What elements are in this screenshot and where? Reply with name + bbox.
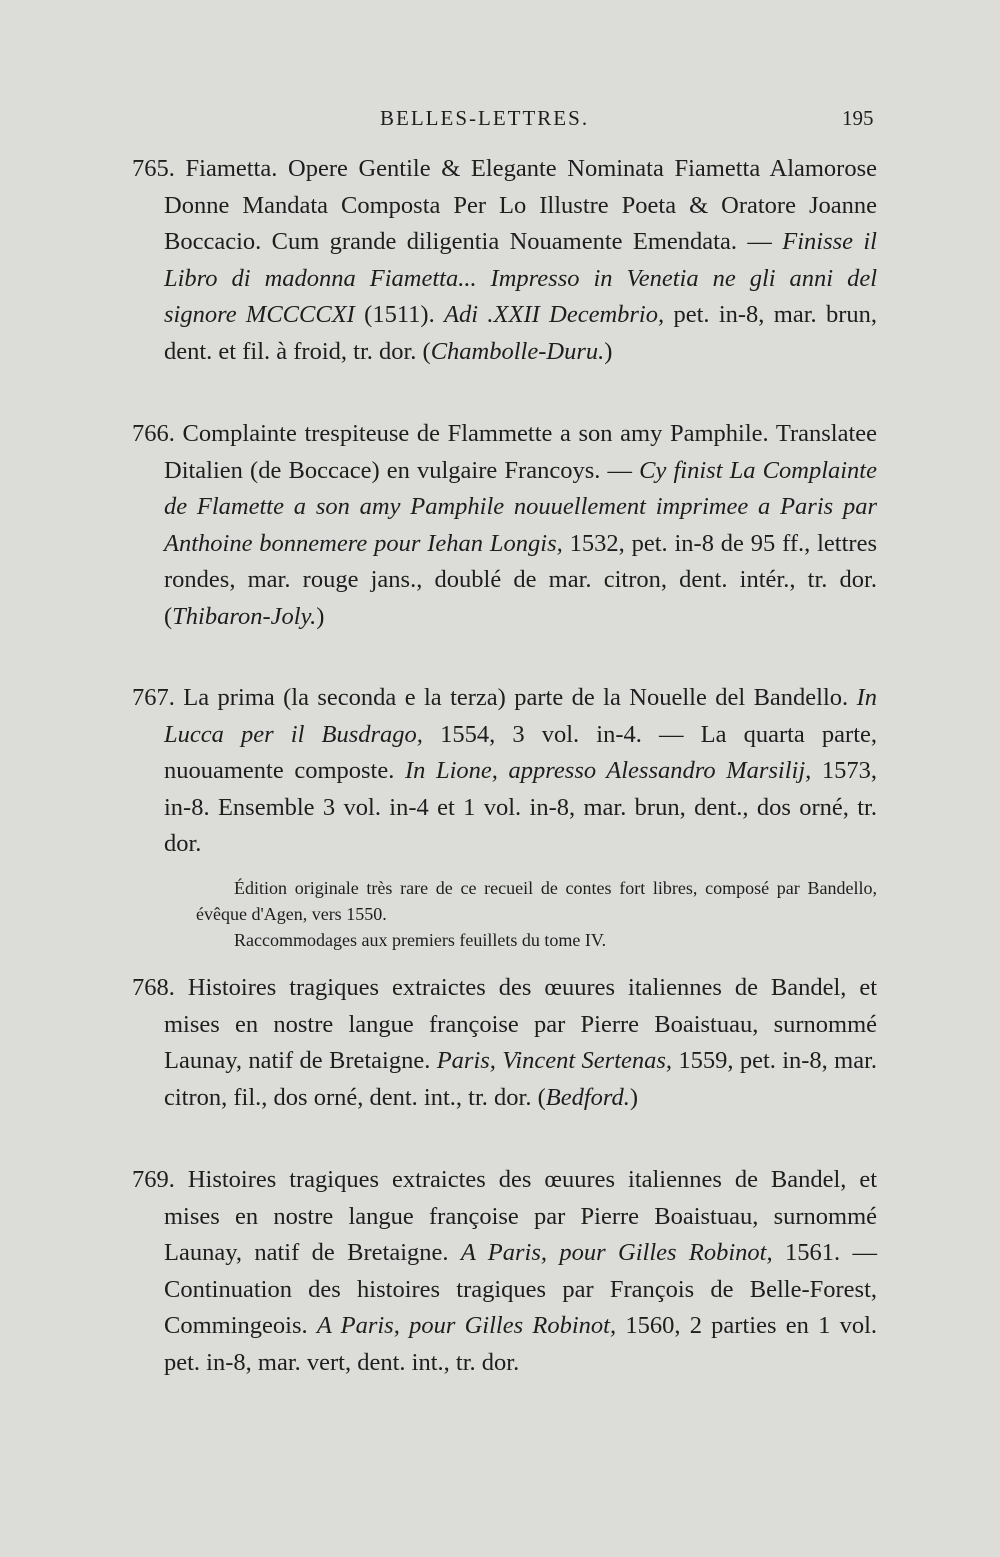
entry-colophon: Cy finist La Complainte de Flamette a son amy Pamphile nouuellement imprimee a Paris par Anthoine bonnemere pour Iehan Longis, — [164, 456, 877, 557]
running-header — [0, 100, 1000, 140]
entry-description: pet. in-8, mar. brun, dent. et fil. à froid, tr. dor. ( — [164, 301, 878, 365]
entry-number: 767. — [132, 684, 175, 711]
entry-768 — [132, 970, 877, 1116]
entry-description: 1559, pet. in-8, mar. citron, fil., dos orné, dent. int., tr. dor. ( — [164, 1047, 877, 1111]
entry-binder: Chambolle-Duru. — [430, 337, 605, 365]
entry-description: 1561. — Continuation des histoires tragiques par François de Belle-Forest, Commingeois. — [164, 1239, 877, 1340]
entry-close: ) — [316, 602, 325, 630]
entry-title: Fiametta. Opere Gentile & Elegante Nominata Fiametta Alamorose Donne Mandata Composta Per Lo Illustre Poeta & Oratore Joanne Boccacio. Cum grande diligentia Nouamente Emendata. — — [164, 155, 878, 256]
note-line-1: Édition originale très rare de ce recueil de contes fort libres, composé par Bandello, évêque d'Agen, vers 1550. — [196, 877, 877, 924]
entry-title: La prima (la seconda e la terza) parte de la Nouelle del Bandello. — [183, 684, 849, 711]
section-title: BELLES-LETTRES. — [380, 106, 590, 130]
page-number: 195 — [842, 106, 874, 130]
entry-number: 766. — [132, 420, 175, 447]
entry-766 — [132, 416, 877, 636]
entry-colophon: Finisse il Libro di madonna Fiametta... Impresso in Venetia ne gli anni del signore MCCCCXI — [164, 228, 877, 329]
entry-imprint-2: A Paris, pour Gilles Robinot, — [316, 1312, 617, 1340]
entry-date: Adi .XXII Decembrio, — [444, 301, 665, 329]
entry-number: 765. — [132, 155, 175, 182]
entry-binder: Thibaron-Joly. — [172, 602, 317, 630]
entry-close: ) — [629, 1083, 639, 1111]
entry-close: ) — [604, 337, 613, 365]
entry-title: Histoires tragiques extraictes des œuures italiennes de Bandel, et mises en nostre langue françoise par Pierre Boaistuau, surnommé Launay, natif de Bretaigne. — [164, 1166, 878, 1267]
entry-year: (1511). — [364, 301, 435, 329]
entry-imprint: In Lucca per il Busdrago, — [164, 684, 878, 748]
entry-767 — [132, 680, 877, 953]
entry-title: Histoires tragiques extraictes des œuures italiennes de Bandel, et mises en nostre langue françoise par Pierre Boaistuau, surnommé Launay, natif de Bretaigne. — [164, 974, 878, 1075]
entry-imprint: A Paris, pour Gilles Robinot, — [460, 1239, 773, 1267]
entry-description-2: 1560, 2 parties en 1 vol. pet. in-8, mar. vert, dent. int., tr. dor. — [164, 1312, 878, 1376]
entry-765 — [132, 151, 877, 371]
entry-imprint: Paris, Vincent Sertenas, — [436, 1047, 673, 1075]
entry-note — [132, 875, 877, 953]
note-line-2: Raccommodages aux premiers feuillets du tome IV. — [234, 929, 607, 950]
entry-title: Complainte trespiteuse de Flammette a son amy Pamphile. Translatee Ditalien (de Boccace) en vulgaire Francoys. — — [164, 420, 878, 484]
entry-imprint-2: In Lione, appresso Alessandro Marsilij, — [404, 757, 812, 785]
entry-number: 768. — [132, 974, 175, 1001]
entry-769 — [132, 1162, 877, 1382]
entry-description: 1532, pet. in-8 de 95 ff., lettres rondes, mar. rouge jans., doublé de mar. citron, dent. intér., tr. dor. ( — [164, 529, 877, 630]
entry-description: 1554, 3 vol. in-4. — La quarta parte, nuouamente composte. — [164, 720, 878, 785]
entry-description-2: 1573, in-8. Ensemble 3 vol. in-4 et 1 vol. in-8, mar. brun, dent., dos orné, tr. dor. — [164, 757, 878, 858]
entry-binder: Bedford. — [545, 1083, 630, 1111]
entry-number: 769. — [132, 1166, 175, 1193]
